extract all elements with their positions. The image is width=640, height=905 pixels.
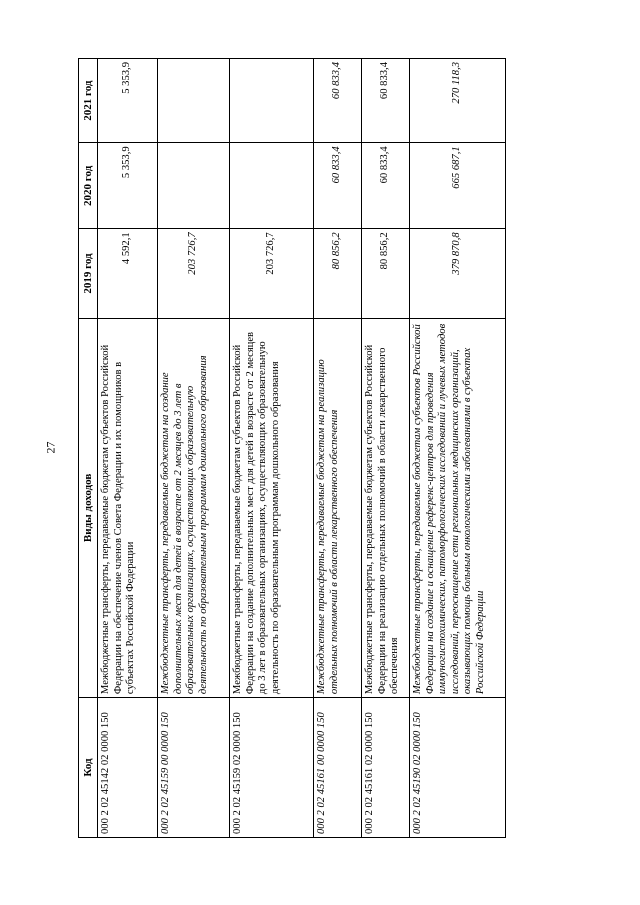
header-2020: 2020 год bbox=[79, 143, 98, 229]
cell-2019: 4 592,1 bbox=[98, 229, 158, 318]
table-row bbox=[362, 59, 410, 838]
cell-code: 000 2 02 45190 02 0000 150 bbox=[410, 698, 506, 838]
table-header-row bbox=[79, 59, 98, 838]
rotated-table-wrapper bbox=[78, 58, 520, 838]
cell-2021: 5 353,9 bbox=[98, 59, 158, 143]
cell-code: 000 2 02 45161 00 0000 150 bbox=[314, 698, 362, 838]
cell-description: Межбюджетные трансферты, передаваемые бюджетам субъектов Российской Федерации на создание дополнительных мест для детей в возрасте от 2 месяцев до 3 лет в образовательных организациях, осуществляющих образовательную деятельность по образовательным программам дошкольного образования bbox=[230, 318, 314, 697]
cell-2019: 203 726,7 bbox=[230, 229, 314, 318]
cell-code: 000 2 02 45161 02 0000 150 bbox=[362, 698, 410, 838]
cell-2020 bbox=[230, 143, 314, 229]
cell-2020: 60 833,4 bbox=[314, 143, 362, 229]
page-number: 27 bbox=[43, 441, 58, 454]
revenue-table bbox=[78, 58, 506, 838]
header-2019: 2019 год bbox=[79, 229, 98, 318]
header-revenue-type: Виды доходов bbox=[79, 318, 98, 697]
cell-description: Межбюджетные трансферты, передаваемые бюджетам на создание дополнительных мест для детей в возрасте от 2 месяцев до 3 лет в образовательных организациях, осуществляющих образовательную деятельность по образовательным программам дошкольного образования bbox=[158, 318, 230, 697]
cell-2021 bbox=[230, 59, 314, 143]
cell-2019: 379 870,8 bbox=[410, 229, 506, 318]
cell-2021: 60 833,4 bbox=[314, 59, 362, 143]
cell-2020 bbox=[158, 143, 230, 229]
header-2021: 2021 год bbox=[79, 59, 98, 143]
cell-2019: 80 856,2 bbox=[362, 229, 410, 318]
cell-code: 000 2 02 45159 00 0000 150 bbox=[158, 698, 230, 838]
cell-2021: 60 833,4 bbox=[362, 59, 410, 143]
cell-code: 000 2 02 45142 02 0000 150 bbox=[98, 698, 158, 838]
table-row bbox=[314, 59, 362, 838]
table-row bbox=[230, 59, 314, 838]
cell-2020: 665 687,1 bbox=[410, 143, 506, 229]
cell-description: Межбюджетные трансферты, передаваемые бюджетам на реализацию отдельных полномочий в области лекарственного обеспечения bbox=[314, 318, 362, 697]
table-row bbox=[158, 59, 230, 838]
table-row bbox=[410, 59, 506, 838]
cell-2021 bbox=[158, 59, 230, 143]
table-row bbox=[98, 59, 158, 838]
cell-description: Межбюджетные трансферты, передаваемые бюджетам субъектов Российской Федерации на обеспечение членов Совета Федерации и их помощников в субъектах Российской Федерации bbox=[98, 318, 158, 697]
cell-code: 000 2 02 45159 02 0000 150 bbox=[230, 698, 314, 838]
cell-2019: 203 726,7 bbox=[158, 229, 230, 318]
cell-description: Межбюджетные трансферты, передаваемые бюджетам субъектов Российской Федерации на реализацию отдельных полномочий в области лекарственного обеспечения bbox=[362, 318, 410, 697]
cell-description: Межбюджетные трансферты, передаваемые бюджетам субъектов Российской Федерации на создание и оснащение референс-центров для проведения иммуногистохимических, патоморфологических исследований и лучевых методов исследований, переоснащение сети региональных медицинских организаций, оказывающих помощь больным онкологическими заболеваниями в субъектах Российской Федерации bbox=[410, 318, 506, 697]
cell-2020: 5 353,9 bbox=[98, 143, 158, 229]
cell-2020: 60 833,4 bbox=[362, 143, 410, 229]
cell-2021: 270 118,3 bbox=[410, 59, 506, 143]
header-code: Код bbox=[79, 698, 98, 838]
cell-2019: 80 856,2 bbox=[314, 229, 362, 318]
